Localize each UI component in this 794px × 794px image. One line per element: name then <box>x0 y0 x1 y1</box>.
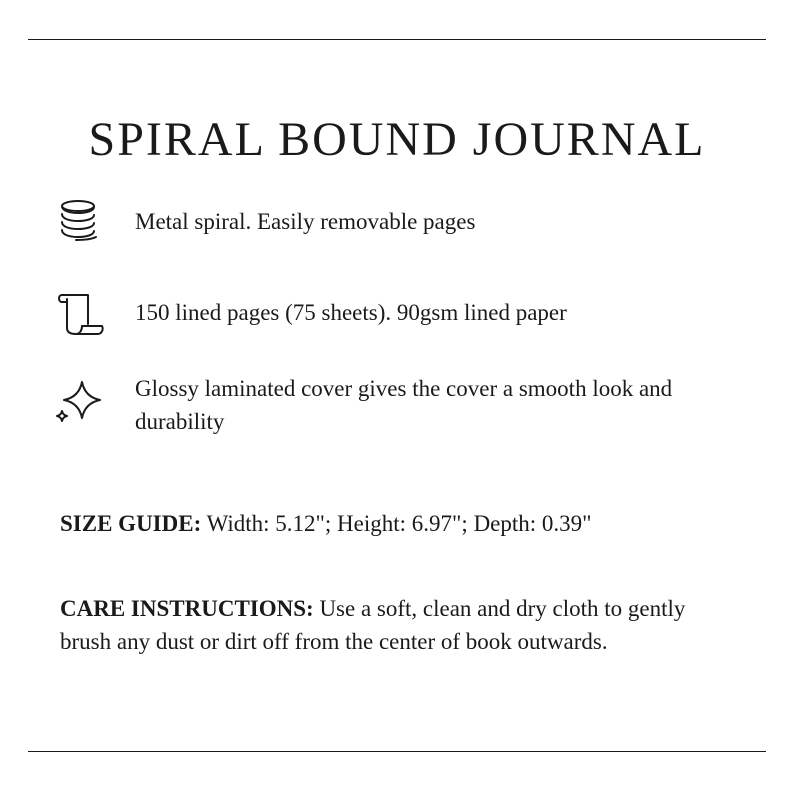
care-instructions <box>60 592 740 658</box>
care-instructions-label: CARE INSTRUCTIONS: <box>60 596 314 621</box>
care-instructions-text: Use a soft, clean and dry cloth to gently brush any dust or dirt off from the center of book outwards. <box>60 596 686 654</box>
size-guide-label: SIZE GUIDE: <box>60 511 202 536</box>
bottom-divider <box>28 751 766 752</box>
sparkle-icon <box>54 378 104 428</box>
page-title: SPIRAL BOUND JOURNAL <box>88 113 706 167</box>
page-curl-icon <box>54 288 104 338</box>
feature-text: Metal spiral. Easily removable pages <box>135 209 476 234</box>
top-divider <box>28 39 766 40</box>
feature-text: 150 lined pages (75 sheets). 90gsm lined paper <box>135 300 567 325</box>
feature-text: Glossy laminated cover gives the cover a smooth look and durability <box>135 376 673 434</box>
size-guide <box>60 507 740 540</box>
size-guide-text: Width: 5.12"; Height: 6.97"; Depth: 0.39" <box>201 511 592 536</box>
spiral-coil-icon <box>54 196 104 246</box>
